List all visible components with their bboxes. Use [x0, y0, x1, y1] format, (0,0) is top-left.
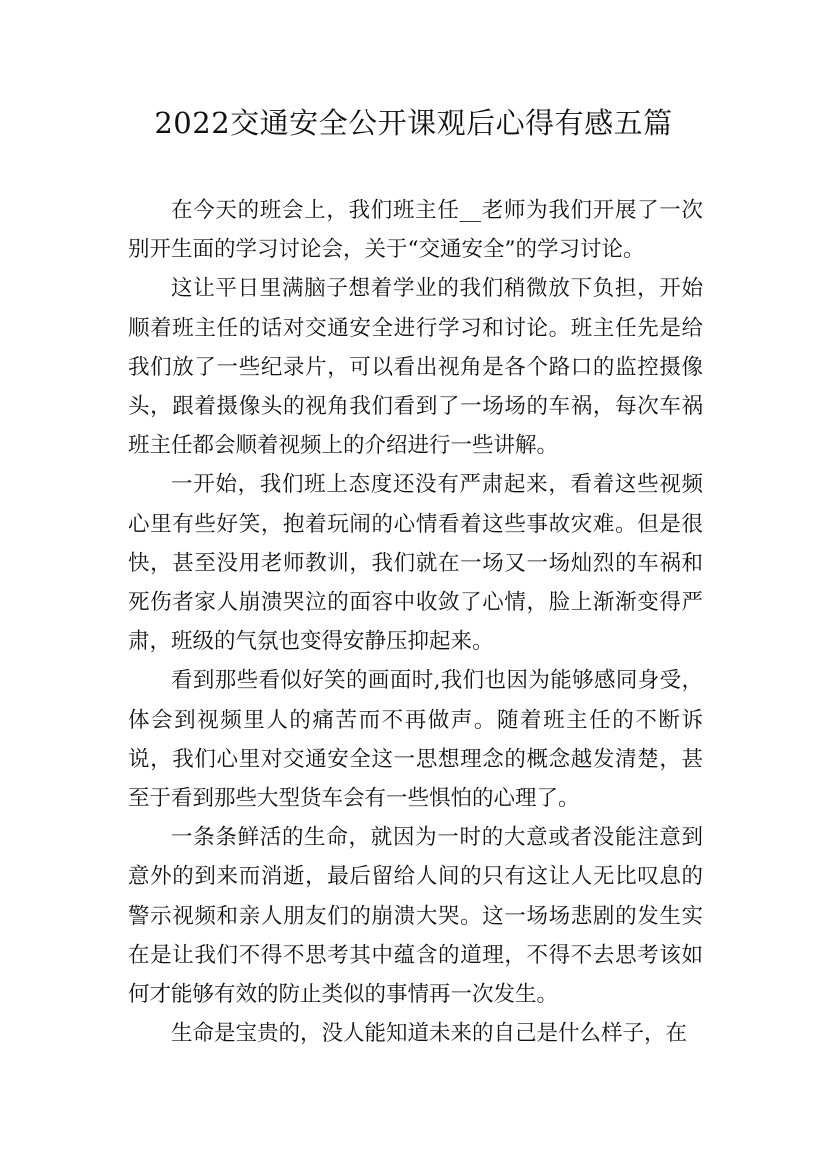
document-title: 2022交通安全公开课观后心得有感五篇 [154, 106, 673, 140]
paragraph-2: 这让平日里满脑子想着学业的我们稍微放下负担，开始顺着班主任的话对交通安全进行学习和讨论。班主任先是给我们放了一些纪录片，可以看出视角是各个路口的监控摄像头，跟着摄像头的视角我们看到了一场场的车祸，每次车祸班主任都会顺着视频上的介绍进行一些讲解。 [128, 276, 703, 459]
paragraph-6: 生命是宝贵的，没人能知道未来的自己是什么样子，在 [171, 1021, 688, 1047]
paragraph-1: 在今天的班会上，我们班主任__老师为我们开展了一次别开生面的学习讨论会，关于“交通安全”的学习讨论。 [128, 198, 703, 263]
document-body [128, 191, 703, 1053]
paragraph-4: 看到那些看似好笑的画面时,我们也因为能够感同身受，体会到视频里人的痛苦而不再做声。随着班主任的不断诉说，我们心里对交通安全这一思想理念的概念越发清楚，甚至于看到那些大型货车会有一些惧怕的心理了。 [128, 668, 703, 812]
paragraph-3: 一开始，我们班上态度还没有严肃起来，看着这些视频心里有些好笑，抱着玩闹的心情看着这些事故灾难。但是很快，甚至没用老师教训，我们就在一场又一场灿烈的车祸和死伤者家人崩溃哭泣的面容中收敛了心情，脸上渐渐变得严肃，班级的气氛也变得安静压抑起来。 [128, 472, 703, 655]
paragraph-5: 一条条鲜活的生命，就因为一时的大意或者没能注意到意外的到来而消逝，最后留给人间的只有这让人无比叹息的警示视频和亲人朋友们的崩溃大哭。这一场场悲剧的发生实在是让我们不得不思考其中蕴含的道理，不得不去思考该如何才能够有效的防止类似的事情再一次发生。 [128, 825, 703, 1008]
